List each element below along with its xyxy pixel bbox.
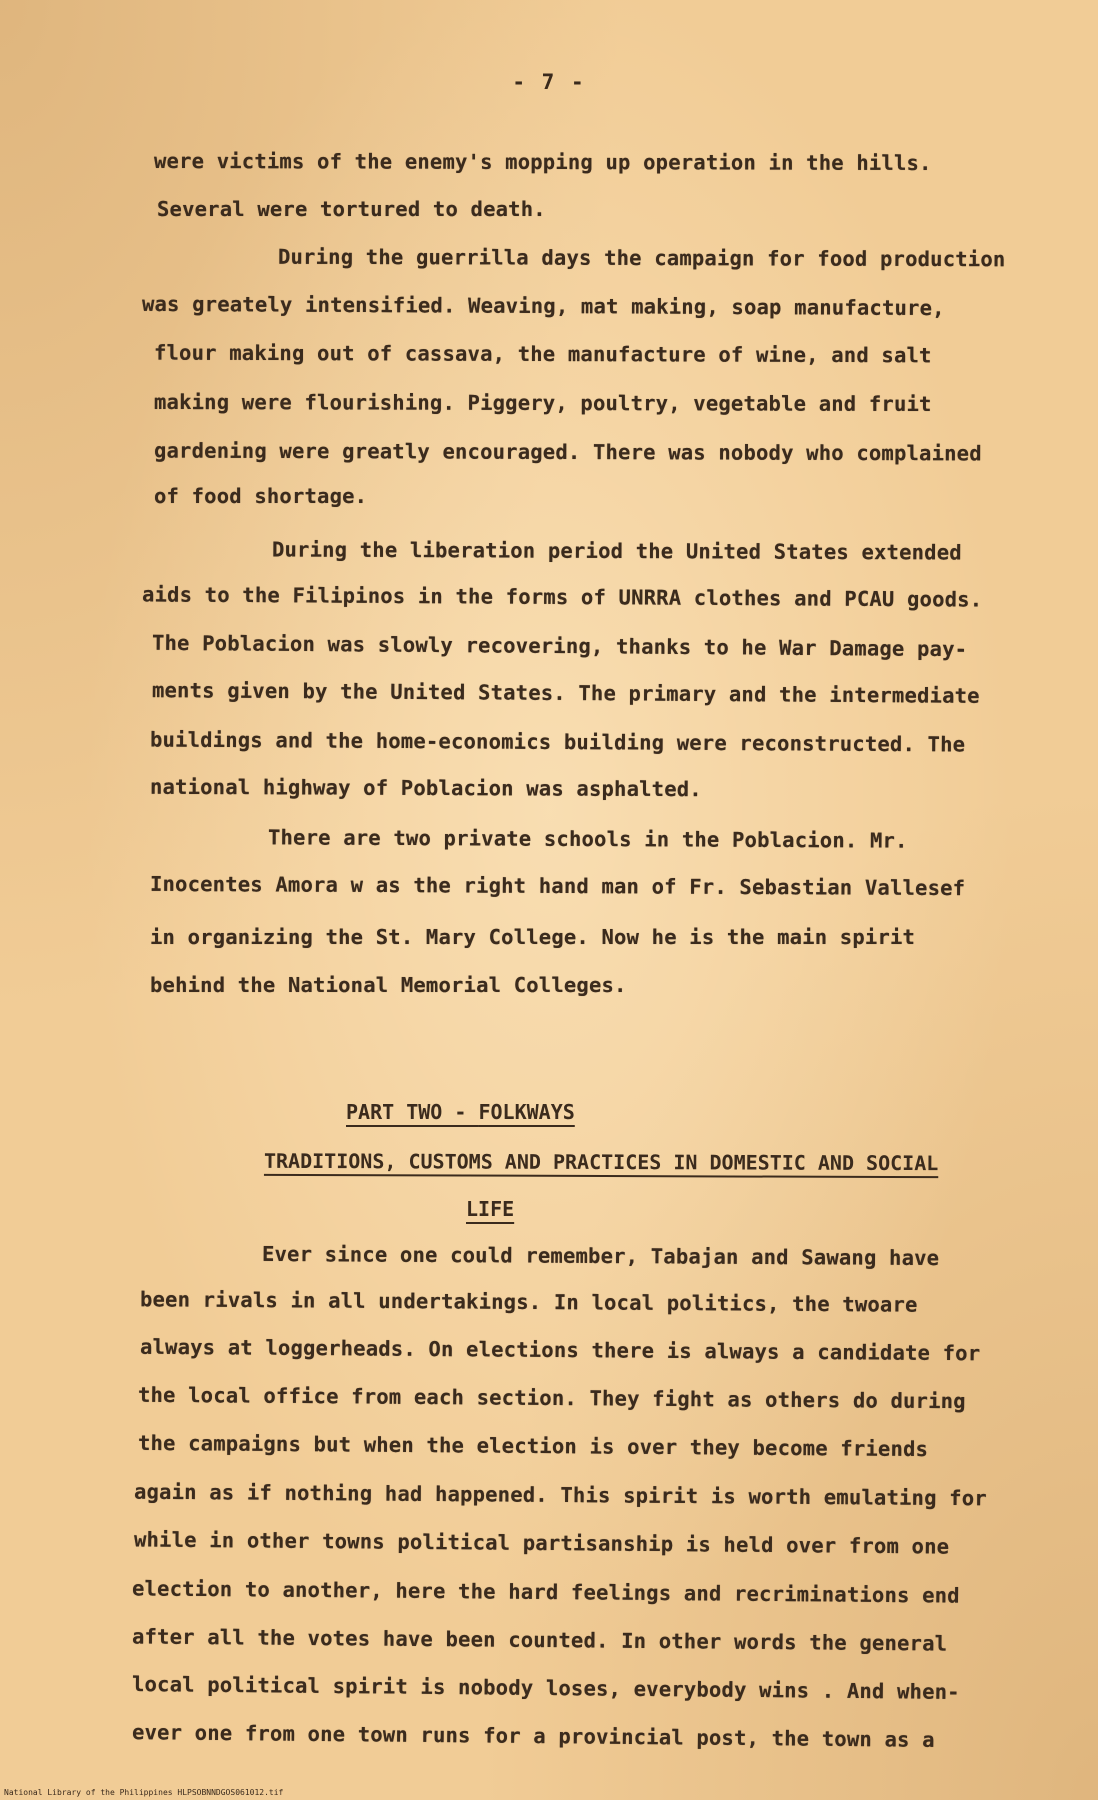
text-line: making were flourishing. Piggery, poultry, vegetable and fruit	[153, 389, 932, 417]
text-line: always at loggerheads. On elections there is always a candidate for	[139, 1334, 981, 1366]
text-line: ments given by the United States. The primary and the intermediate	[151, 678, 980, 708]
text-line: buildings and the home-economics building were reconstructed. The	[149, 727, 966, 757]
part-heading	[346, 1100, 575, 1124]
text-line: There are two private schools in the Poblacion. Mr.	[267, 825, 908, 853]
text-line: were victims of the enemy's mopping up operation in the hills.	[153, 148, 932, 176]
text-line: Inocentes Amora w as the right hand man of Fr. Sebastian Vallesef	[149, 871, 966, 901]
text-line: local political spirit is nobody loses, everybody wins . And when-	[131, 1672, 960, 1704]
text-line: national highway of Poblacion was asphalted.	[149, 774, 702, 802]
text-line: again as if nothing had happened. This spirit is worth emulating for	[133, 1479, 987, 1511]
text-line: behind the National Memorial Colleges.	[150, 973, 627, 997]
text-line: gardening were greatly encouraged. There was nobody who complained	[153, 438, 982, 466]
text-line: During the guerrilla days the campaign for food production	[277, 244, 1006, 272]
text-line: of food shortage.	[154, 484, 368, 508]
text-line: election to another, here the hard feelings and recriminations end	[131, 1576, 960, 1608]
text-line: Ever since one could remember, Tabajan and Sawang have	[261, 1241, 940, 1271]
text-line: Several were tortured to death.	[157, 197, 546, 221]
part-heading-title: FOLKWAYS	[478, 1100, 575, 1124]
text-line: the local office from each section. They fight as others do during	[137, 1382, 966, 1414]
text-line: ever one from one town runs for a provincial post, the town as a	[131, 1720, 935, 1752]
text-line: was greately intensified. Weaving, mat making, soap manufacture,	[141, 291, 945, 321]
text-line: The Poblacion was slowly recovering, thanks to he War Damage pay-	[151, 630, 968, 662]
section-heading-line-1: TRADITIONS, CUSTOMS AND PRACTICES IN DOMESTIC AND SOCIAL	[263, 1148, 939, 1176]
page-number: - 7 -	[512, 70, 586, 94]
text-line: while in other towns political partisanship is held over from one	[133, 1527, 950, 1559]
part-heading-prefix: PART TWO -	[346, 1100, 479, 1124]
text-line: been rivals in all undertakings. In local politics, the twoare	[139, 1287, 918, 1317]
text-line: aids to the Filipinos in the forms of UNRRA clothes and PCAU goods.	[141, 582, 983, 612]
section-heading-line-2: LIFE	[466, 1197, 515, 1221]
text-line: the campaigns but when the election is over they become friends	[137, 1430, 929, 1462]
text-line: During the liberation period the United States extended	[271, 537, 962, 565]
text-line: in organizing the St. Mary College. Now he is the main spirit	[150, 925, 916, 949]
text-line: flour making out of cassava, the manufacture of wine, and salt	[153, 340, 932, 368]
text-line: after all the votes have been counted. In other words the general	[131, 1624, 948, 1656]
archive-footer: National Library of the Philippines HLPSOBNNDGOS061012.tif	[4, 1788, 284, 1797]
